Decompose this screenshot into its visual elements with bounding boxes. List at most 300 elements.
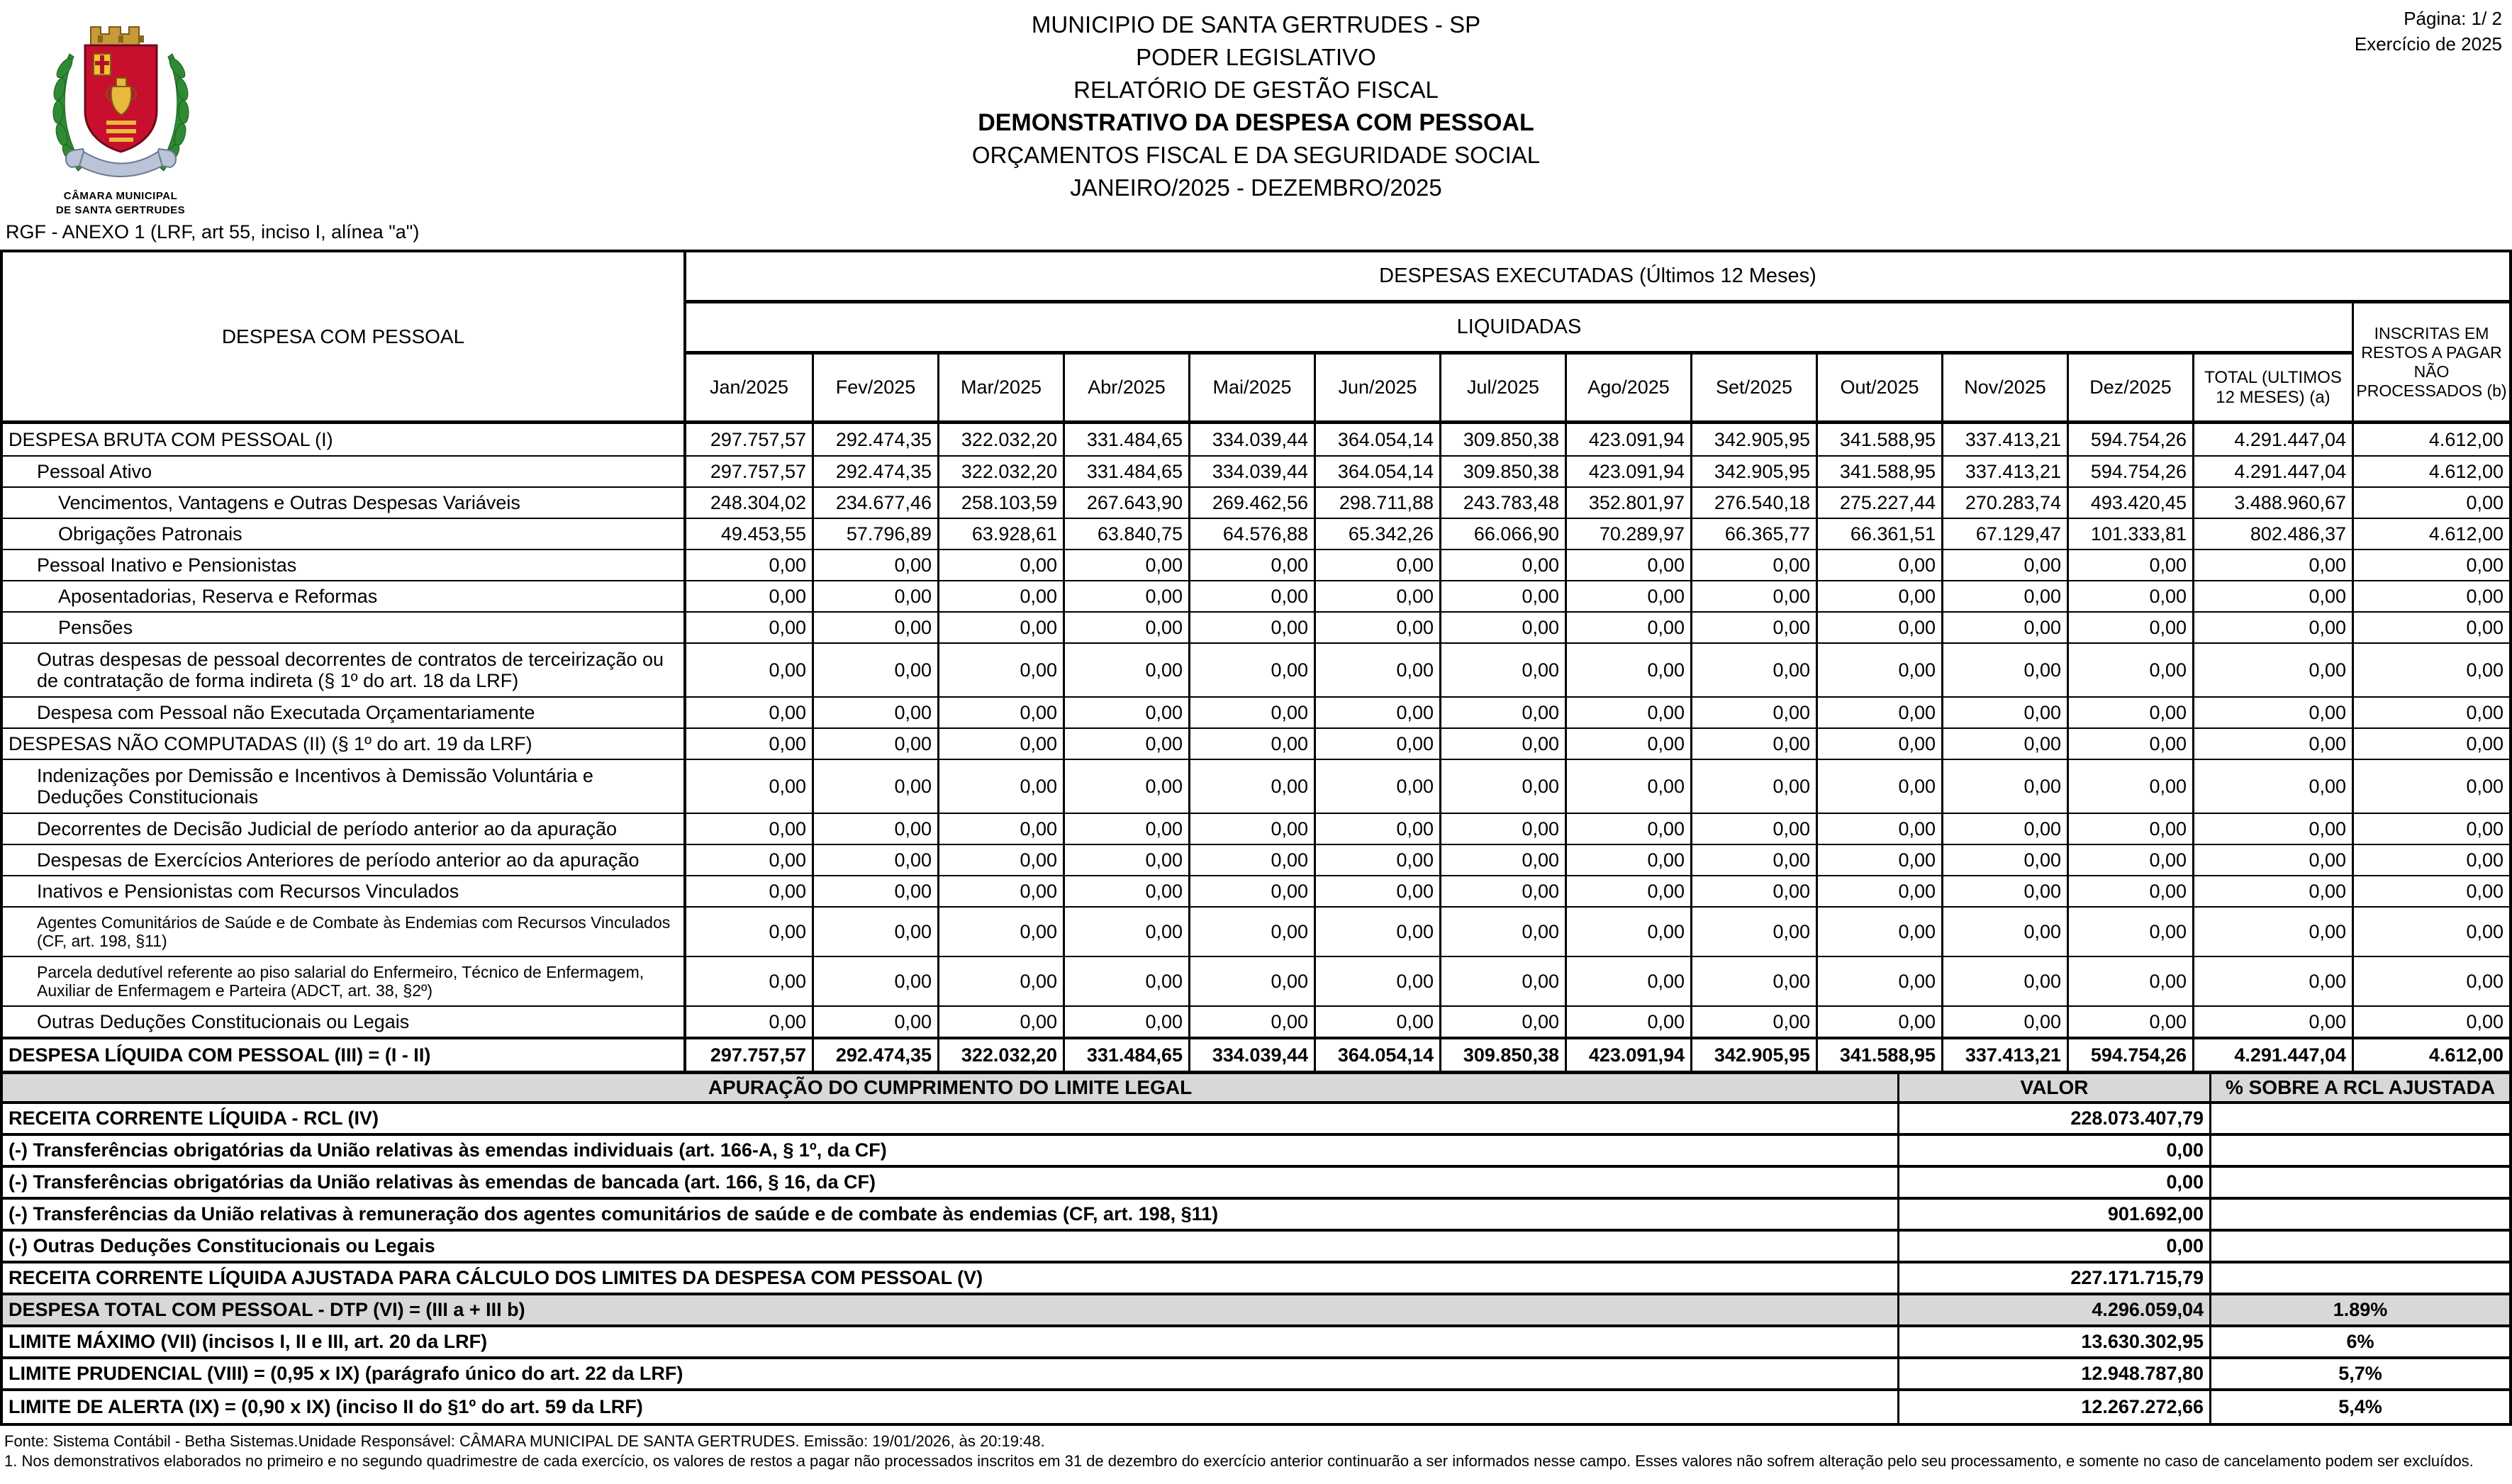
title-poder: PODER LEGISLATIVO bbox=[1136, 44, 1376, 70]
row-month-value: 0,00 bbox=[1314, 760, 1439, 813]
row-month-value: 364.054,14 bbox=[1314, 457, 1439, 486]
row-month-value: 66.066,90 bbox=[1439, 519, 1565, 549]
liquidadas-header: LIQUIDADAS bbox=[686, 303, 2352, 355]
row-total-value: 3.488.960,67 bbox=[2192, 488, 2352, 518]
row-month-value: 0,00 bbox=[2067, 845, 2192, 875]
row-month-value: 0,00 bbox=[1565, 876, 1690, 906]
row-month-value: 0,00 bbox=[937, 1007, 1063, 1037]
row-month-value: 0,00 bbox=[1690, 729, 1816, 759]
row-month-value: 0,00 bbox=[1690, 957, 1816, 1005]
row-month-value: 0,00 bbox=[1314, 581, 1439, 611]
row-month-value: 0,00 bbox=[937, 845, 1063, 875]
row-month-value: 0,00 bbox=[1439, 1007, 1565, 1037]
row-month-value: 0,00 bbox=[1690, 1007, 1816, 1037]
limits-row-pct bbox=[2209, 1104, 2509, 1133]
row-month-value: 0,00 bbox=[1314, 644, 1439, 696]
row-month-value: 0,00 bbox=[1816, 550, 1941, 580]
table-row bbox=[3, 580, 2509, 611]
table-row bbox=[3, 611, 2509, 642]
limits-row bbox=[3, 1295, 2509, 1327]
row-month-value: 0,00 bbox=[1314, 876, 1439, 906]
row-month-value: 322.032,20 bbox=[937, 424, 1063, 455]
month-header: Out/2025 bbox=[1816, 355, 1941, 420]
row-total-value: 0,00 bbox=[2192, 613, 2352, 642]
title-periodo: JANEIRO/2025 - DEZEMBRO/2025 bbox=[1070, 174, 1442, 201]
limits-row-label: DESPESA TOTAL COM PESSOAL - DTP (VI) = (III a + III b) bbox=[9, 1299, 525, 1320]
row-month-value: 0,00 bbox=[937, 644, 1063, 696]
row-month-value: 341.588,95 bbox=[1816, 1039, 1941, 1071]
title-municipio: MUNICIPIO DE SANTA GERTRUDES - SP bbox=[1031, 11, 1481, 38]
row-month-value: 0,00 bbox=[2067, 814, 2192, 844]
table-body bbox=[3, 424, 2509, 1071]
row-month-value: 0,00 bbox=[812, 698, 937, 727]
row-restos-value: 0,00 bbox=[2352, 644, 2509, 696]
page-number: Página: 1/ 2 bbox=[2404, 8, 2502, 29]
row-month-value: 0,00 bbox=[1816, 613, 1941, 642]
row-month-value: 258.103,59 bbox=[937, 488, 1063, 518]
row-month-value: 0,00 bbox=[1565, 550, 1690, 580]
row-month-value: 0,00 bbox=[1690, 760, 1816, 813]
despesa-pessoal-table bbox=[0, 250, 2512, 1074]
row-month-value: 0,00 bbox=[2067, 613, 2192, 642]
row-month-value: 0,00 bbox=[1690, 644, 1816, 696]
row-month-value: 0,00 bbox=[2067, 876, 2192, 906]
row-month-value: 341.588,95 bbox=[1816, 424, 1941, 455]
corner-header: DESPESA COM PESSOAL bbox=[221, 325, 465, 347]
row-restos-value: 4.612,00 bbox=[2352, 457, 2509, 486]
row-month-value: 0,00 bbox=[683, 729, 812, 759]
row-month-value: 0,00 bbox=[1816, 644, 1941, 696]
limits-row-label: (-) Transferências da União relativas à remuneração dos agentes comunitários de saúde e de combate às endemias (CF, art. 198, §11) bbox=[9, 1203, 1219, 1224]
row-month-value: 309.850,38 bbox=[1439, 424, 1565, 455]
limits-row bbox=[3, 1200, 2509, 1232]
row-month-value: 0,00 bbox=[1439, 876, 1565, 906]
row-month-value: 0,00 bbox=[2067, 760, 2192, 813]
row-month-value: 0,00 bbox=[1816, 581, 1941, 611]
row-restos-value: 4.612,00 bbox=[2352, 424, 2509, 455]
row-label: DESPESA LÍQUIDA COM PESSOAL (III) = (I - II) bbox=[9, 1044, 431, 1066]
row-restos-value: 0,00 bbox=[2352, 698, 2509, 727]
row-month-value: 0,00 bbox=[1439, 613, 1565, 642]
row-month-value: 0,00 bbox=[1063, 876, 1188, 906]
fonte-line: Fonte: Sistema Contábil - Betha Sistemas.Unidade Responsável: CÂMARA MUNICIPAL DE SANTA GERTRUDES. Emissão: 19/01/2026, às 20:19:48. bbox=[4, 1432, 1045, 1450]
limits-row-pct bbox=[2209, 1136, 2509, 1165]
row-label: Despesas de Exercícios Anteriores de período anterior ao da apuração bbox=[37, 849, 640, 871]
row-total-value: 0,00 bbox=[2192, 729, 2352, 759]
limits-section-header: APURAÇÃO DO CUMPRIMENTO DO LIMITE LEGAL bbox=[708, 1076, 1193, 1098]
row-month-value: 0,00 bbox=[683, 908, 812, 956]
limits-row bbox=[3, 1104, 2509, 1136]
table-row bbox=[3, 956, 2509, 1005]
row-month-value: 594.754,26 bbox=[2067, 424, 2192, 455]
row-month-value: 0,00 bbox=[2067, 908, 2192, 956]
row-month-value: 337.413,21 bbox=[1941, 424, 2067, 455]
row-month-value: 0,00 bbox=[1188, 814, 1314, 844]
row-month-value: 0,00 bbox=[1063, 908, 1188, 956]
row-month-value: 322.032,20 bbox=[937, 1039, 1063, 1071]
row-month-value: 0,00 bbox=[1816, 814, 1941, 844]
row-restos-value: 0,00 bbox=[2352, 814, 2509, 844]
row-month-value: 0,00 bbox=[1941, 760, 2067, 813]
row-restos-value: 0,00 bbox=[2352, 729, 2509, 759]
table-row bbox=[3, 1037, 2509, 1071]
report-header bbox=[0, 0, 2512, 220]
row-month-value: 0,00 bbox=[1565, 760, 1690, 813]
title-relatorio: RELATÓRIO DE GESTÃO FISCAL bbox=[1073, 77, 1439, 103]
row-month-value: 0,00 bbox=[1439, 581, 1565, 611]
row-label: Obrigações Patronais bbox=[58, 523, 242, 545]
row-month-value: 423.091,94 bbox=[1565, 424, 1690, 455]
row-month-value: 0,00 bbox=[1439, 760, 1565, 813]
row-month-value: 0,00 bbox=[1941, 908, 2067, 956]
row-month-value: 0,00 bbox=[1439, 698, 1565, 727]
row-month-value: 342.905,95 bbox=[1690, 424, 1816, 455]
row-total-value: 4.291.447,04 bbox=[2192, 457, 2352, 486]
row-month-value: 101.333,81 bbox=[2067, 519, 2192, 549]
limits-row-label: (-) Outras Deduções Constitucionais ou Legais bbox=[9, 1235, 435, 1256]
row-month-value: 0,00 bbox=[1565, 613, 1690, 642]
month-header: Fev/2025 bbox=[812, 355, 937, 420]
row-label: Inativos e Pensionistas com Recursos Vinculados bbox=[37, 881, 459, 902]
row-month-value: 0,00 bbox=[812, 581, 937, 611]
row-month-value: 0,00 bbox=[683, 957, 812, 1005]
row-month-value: 0,00 bbox=[1439, 550, 1565, 580]
row-month-value: 0,00 bbox=[812, 1007, 937, 1037]
row-month-value: 0,00 bbox=[1439, 957, 1565, 1005]
row-month-value: 0,00 bbox=[1941, 613, 2067, 642]
row-month-value: 0,00 bbox=[937, 876, 1063, 906]
row-restos-value: 0,00 bbox=[2352, 760, 2509, 813]
row-month-value: 0,00 bbox=[812, 644, 937, 696]
row-month-value: 0,00 bbox=[1188, 1007, 1314, 1037]
row-month-value: 337.413,21 bbox=[1941, 1039, 2067, 1071]
limits-row bbox=[3, 1263, 2509, 1295]
row-month-value: 0,00 bbox=[1188, 550, 1314, 580]
row-month-value: 0,00 bbox=[812, 957, 937, 1005]
row-month-value: 0,00 bbox=[1941, 845, 2067, 875]
row-month-value: 0,00 bbox=[812, 908, 937, 956]
executed-header-group bbox=[683, 252, 2509, 420]
row-month-value: 341.588,95 bbox=[1816, 457, 1941, 486]
row-total-value: 0,00 bbox=[2192, 957, 2352, 1005]
row-month-value: 0,00 bbox=[1188, 698, 1314, 727]
limits-row-valor: 0,00 bbox=[1897, 1136, 2209, 1165]
row-month-value: 594.754,26 bbox=[2067, 1039, 2192, 1071]
row-month-value: 0,00 bbox=[1314, 1007, 1439, 1037]
limits-body bbox=[3, 1104, 2509, 1423]
row-month-value: 276.540,18 bbox=[1690, 488, 1816, 518]
row-month-value: 63.928,61 bbox=[937, 519, 1063, 549]
row-month-value: 0,00 bbox=[1439, 729, 1565, 759]
table-row bbox=[3, 813, 2509, 844]
row-month-value: 0,00 bbox=[812, 814, 937, 844]
row-month-value: 0,00 bbox=[937, 698, 1063, 727]
row-month-value: 0,00 bbox=[1941, 957, 2067, 1005]
limits-row bbox=[3, 1136, 2509, 1168]
row-month-value: 269.462,56 bbox=[1188, 488, 1314, 518]
row-month-value: 297.757,57 bbox=[683, 424, 812, 455]
row-month-value: 0,00 bbox=[1439, 908, 1565, 956]
row-month-value: 275.227,44 bbox=[1816, 488, 1941, 518]
row-month-value: 0,00 bbox=[1188, 581, 1314, 611]
coat-of-arms-icon bbox=[41, 4, 201, 185]
row-month-value: 297.757,57 bbox=[683, 1039, 812, 1071]
row-label: DESPESAS NÃO COMPUTADAS (II) (§ 1º do art. 19 da LRF) bbox=[9, 733, 532, 754]
limits-row-valor: 227.171.715,79 bbox=[1897, 1263, 2209, 1293]
table-row bbox=[3, 906, 2509, 956]
row-month-value: 334.039,44 bbox=[1188, 1039, 1314, 1071]
limits-row-label: LIMITE DE ALERTA (IX) = (0,90 x IX) (inciso II do §1º do art. 59 da LRF) bbox=[9, 1396, 643, 1417]
row-month-value: 0,00 bbox=[1690, 550, 1816, 580]
table-row bbox=[3, 727, 2509, 759]
row-month-value: 0,00 bbox=[683, 1007, 812, 1037]
row-month-value: 0,00 bbox=[1188, 845, 1314, 875]
row-month-value: 0,00 bbox=[1941, 644, 2067, 696]
month-header: Dez/2025 bbox=[2067, 355, 2192, 420]
row-restos-value: 0,00 bbox=[2352, 581, 2509, 611]
row-month-value: 309.850,38 bbox=[1439, 1039, 1565, 1071]
row-label: Agentes Comunitários de Saúde e de Combate às Endemias com Recursos Vinculados (CF, art. 198, §11) bbox=[37, 913, 671, 950]
row-month-value: 0,00 bbox=[1690, 908, 1816, 956]
row-month-value: 0,00 bbox=[1314, 845, 1439, 875]
row-month-value: 64.576,88 bbox=[1188, 519, 1314, 549]
row-label: Outras despesas de pessoal decorrentes de contratos de terceirização ou de contratação de forma indireta (§ 1º do art. 18 da LRF) bbox=[37, 649, 664, 691]
table-row bbox=[3, 455, 2509, 486]
row-month-value: 334.039,44 bbox=[1188, 457, 1314, 486]
table-row bbox=[3, 759, 2509, 813]
limits-row-valor: 12.267.272,66 bbox=[1897, 1391, 2209, 1423]
row-month-value: 0,00 bbox=[812, 760, 937, 813]
limits-row bbox=[3, 1232, 2509, 1263]
row-month-value: 70.289,97 bbox=[1565, 519, 1690, 549]
row-month-value: 0,00 bbox=[937, 729, 1063, 759]
row-month-value: 49.453,55 bbox=[683, 519, 812, 549]
title-demonstrativo: DEMONSTRATIVO DA DESPESA COM PESSOAL bbox=[978, 109, 1534, 136]
row-month-value: 0,00 bbox=[1063, 845, 1188, 875]
row-month-value: 0,00 bbox=[1063, 760, 1188, 813]
row-month-value: 0,00 bbox=[1188, 908, 1314, 956]
limits-row-label: RECEITA CORRENTE LÍQUIDA - RCL (IV) bbox=[9, 1108, 379, 1129]
month-header-row bbox=[686, 355, 2352, 420]
limits-row-label: (-) Transferências obrigatórias da União relativas às emendas de bancada (art. 166, § 16, da CF) bbox=[9, 1171, 876, 1193]
row-month-value: 0,00 bbox=[1063, 613, 1188, 642]
row-month-value: 248.304,02 bbox=[683, 488, 812, 518]
row-month-value: 0,00 bbox=[1188, 876, 1314, 906]
row-month-value: 0,00 bbox=[1314, 613, 1439, 642]
limits-row-valor: 901.692,00 bbox=[1897, 1200, 2209, 1229]
row-month-value: 493.420,45 bbox=[2067, 488, 2192, 518]
row-month-value: 0,00 bbox=[1816, 1007, 1941, 1037]
table-row bbox=[3, 642, 2509, 696]
row-month-value: 297.757,57 bbox=[683, 457, 812, 486]
row-month-value: 63.840,75 bbox=[1063, 519, 1188, 549]
row-month-value: 234.677,46 bbox=[812, 488, 937, 518]
row-month-value: 0,00 bbox=[1063, 644, 1188, 696]
row-month-value: 0,00 bbox=[1565, 957, 1690, 1005]
row-month-value: 0,00 bbox=[937, 908, 1063, 956]
row-month-value: 0,00 bbox=[683, 613, 812, 642]
liquidadas-months bbox=[686, 303, 2352, 420]
table-row bbox=[3, 875, 2509, 906]
row-month-value: 0,00 bbox=[2067, 698, 2192, 727]
row-month-value: 0,00 bbox=[1690, 698, 1816, 727]
row-month-value: 67.129,47 bbox=[1941, 519, 2067, 549]
row-month-value: 0,00 bbox=[937, 957, 1063, 1005]
row-total-value: 0,00 bbox=[2192, 581, 2352, 611]
row-month-value: 292.474,35 bbox=[812, 424, 937, 455]
row-month-value: 0,00 bbox=[1565, 908, 1690, 956]
row-month-value: 0,00 bbox=[1188, 613, 1314, 642]
row-month-value: 0,00 bbox=[2067, 550, 2192, 580]
note-1: 1. Nos demonstrativos elaborados no primeiro e no segundo quadrimestre de cada exercício, os valores de restos a pagar não processados inscritos em 31 de dezembro do exercício anterior continuarão a ser informados nesse campo. Esses valores não sofrem alteração pelo seu processamento, e somente no caso de cancelamento podem ser excluídos. bbox=[4, 1452, 2474, 1470]
row-month-value: 298.711,88 bbox=[1314, 488, 1439, 518]
row-month-value: 0,00 bbox=[1816, 908, 1941, 956]
row-month-value: 267.643,90 bbox=[1063, 488, 1188, 518]
row-month-value: 0,00 bbox=[937, 613, 1063, 642]
row-restos-value: 0,00 bbox=[2352, 957, 2509, 1005]
row-month-value: 0,00 bbox=[1941, 814, 2067, 844]
row-month-value: 0,00 bbox=[1690, 876, 1816, 906]
row-month-value: 594.754,26 bbox=[2067, 457, 2192, 486]
month-header: Mar/2025 bbox=[937, 355, 1063, 420]
row-month-value: 342.905,95 bbox=[1690, 457, 1816, 486]
row-month-value: 0,00 bbox=[683, 814, 812, 844]
limits-row-pct: 1.89% bbox=[2209, 1295, 2509, 1324]
limits-row bbox=[3, 1359, 2509, 1391]
row-month-value: 0,00 bbox=[2067, 644, 2192, 696]
logo-caption-line1: CÂMARA MUNICIPAL bbox=[63, 190, 178, 202]
table-row bbox=[3, 549, 2509, 580]
table-row bbox=[3, 424, 2509, 455]
row-total-value: 0,00 bbox=[2192, 845, 2352, 875]
row-month-value: 0,00 bbox=[683, 698, 812, 727]
row-month-value: 0,00 bbox=[1565, 644, 1690, 696]
row-month-value: 0,00 bbox=[1314, 729, 1439, 759]
row-month-value: 337.413,21 bbox=[1941, 457, 2067, 486]
row-restos-value: 0,00 bbox=[2352, 613, 2509, 642]
row-month-value: 0,00 bbox=[1063, 729, 1188, 759]
table-row bbox=[3, 1005, 2509, 1037]
row-month-value: 270.283,74 bbox=[1941, 488, 2067, 518]
row-total-value: 4.291.447,04 bbox=[2192, 1039, 2352, 1071]
row-total-value: 802.486,37 bbox=[2192, 519, 2352, 549]
row-month-value: 0,00 bbox=[2067, 729, 2192, 759]
limits-row-pct bbox=[2209, 1263, 2509, 1293]
row-month-value: 0,00 bbox=[683, 550, 812, 580]
limits-row-valor: 0,00 bbox=[1897, 1168, 2209, 1197]
month-header: Nov/2025 bbox=[1941, 355, 2067, 420]
row-month-value: 423.091,94 bbox=[1565, 1039, 1690, 1071]
row-month-value: 0,00 bbox=[937, 581, 1063, 611]
row-month-value: 0,00 bbox=[1565, 581, 1690, 611]
title-orcamentos: ORÇAMENTOS FISCAL E DA SEGURIDADE SOCIAL bbox=[971, 142, 1541, 168]
table-row bbox=[3, 696, 2509, 727]
row-month-value: 0,00 bbox=[1063, 814, 1188, 844]
executed-header: DESPESAS EXECUTADAS (Últimos 12 Meses) bbox=[686, 252, 2509, 303]
limits-row bbox=[3, 1391, 2509, 1423]
row-month-value: 0,00 bbox=[683, 876, 812, 906]
row-month-value: 331.484,65 bbox=[1063, 1039, 1188, 1071]
row-month-value: 0,00 bbox=[2067, 957, 2192, 1005]
logo-caption-line2: DE SANTA GERTRUDES bbox=[55, 204, 186, 216]
row-month-value: 0,00 bbox=[1063, 698, 1188, 727]
row-month-value: 0,00 bbox=[1690, 845, 1816, 875]
row-month-value: 0,00 bbox=[1565, 814, 1690, 844]
table-row bbox=[3, 486, 2509, 518]
row-month-value: 0,00 bbox=[1941, 698, 2067, 727]
anexo-label: RGF - ANEXO 1 (LRF, art 55, inciso I, alínea "a") bbox=[6, 221, 420, 242]
limits-section bbox=[0, 1074, 2512, 1426]
row-month-value: 0,00 bbox=[1941, 876, 2067, 906]
row-month-value: 342.905,95 bbox=[1690, 1039, 1816, 1071]
month-header: Mai/2025 bbox=[1188, 355, 1314, 420]
row-month-value: 0,00 bbox=[1941, 581, 2067, 611]
limits-header-row bbox=[3, 1074, 2509, 1104]
row-month-value: 0,00 bbox=[683, 644, 812, 696]
row-month-value: 0,00 bbox=[1188, 957, 1314, 1005]
row-label: Vencimentos, Vantagens e Outras Despesas Variáveis bbox=[58, 492, 520, 513]
row-month-value: 0,00 bbox=[1439, 644, 1565, 696]
row-label: Aposentadorias, Reserva e Reformas bbox=[58, 586, 378, 607]
row-month-value: 0,00 bbox=[1816, 845, 1941, 875]
row-month-value: 0,00 bbox=[1816, 698, 1941, 727]
row-restos-value: 4.612,00 bbox=[2352, 1039, 2509, 1071]
row-total-value: 0,00 bbox=[2192, 698, 2352, 727]
month-header: Jan/2025 bbox=[709, 376, 789, 398]
row-month-value: 331.484,65 bbox=[1063, 424, 1188, 455]
row-total-value: 0,00 bbox=[2192, 908, 2352, 956]
municipal-coat-of-arms bbox=[39, 4, 202, 217]
limits-row-valor: 0,00 bbox=[1897, 1232, 2209, 1261]
row-month-value: 0,00 bbox=[1063, 581, 1188, 611]
row-restos-value: 0,00 bbox=[2352, 550, 2509, 580]
row-month-value: 0,00 bbox=[812, 876, 937, 906]
row-month-value: 0,00 bbox=[1188, 760, 1314, 813]
row-month-value: 0,00 bbox=[1314, 698, 1439, 727]
row-month-value: 0,00 bbox=[1816, 729, 1941, 759]
row-month-value: 0,00 bbox=[1816, 760, 1941, 813]
row-restos-value: 0,00 bbox=[2352, 876, 2509, 906]
limits-row-label: RECEITA CORRENTE LÍQUIDA AJUSTADA PARA CÁLCULO DOS LIMITES DA DESPESA COM PESSOAL (V) bbox=[9, 1267, 983, 1288]
row-month-value: 0,00 bbox=[1565, 729, 1690, 759]
row-label: Outras Deduções Constitucionais ou Legais bbox=[37, 1011, 410, 1032]
row-total-value: 0,00 bbox=[2192, 814, 2352, 844]
row-total-value: 4.291.447,04 bbox=[2192, 424, 2352, 455]
row-month-value: 0,00 bbox=[1816, 957, 1941, 1005]
limits-row-pct bbox=[2209, 1200, 2509, 1229]
row-month-value: 0,00 bbox=[1941, 729, 2067, 759]
row-month-value: 0,00 bbox=[1690, 814, 1816, 844]
limits-row-pct: 6% bbox=[2209, 1327, 2509, 1356]
restos-header: INSCRITAS EM RESTOS A PAGAR NÃO PROCESSADOS (b) bbox=[2352, 303, 2509, 420]
row-label: DESPESA BRUTA COM PESSOAL (I) bbox=[9, 429, 333, 450]
exercise-year: Exercício de 2025 bbox=[2354, 33, 2502, 55]
row-month-value: 57.796,89 bbox=[812, 519, 937, 549]
row-month-value: 0,00 bbox=[1063, 550, 1188, 580]
row-month-value: 0,00 bbox=[1439, 814, 1565, 844]
row-month-value: 0,00 bbox=[937, 760, 1063, 813]
row-month-value: 0,00 bbox=[1314, 550, 1439, 580]
limits-row-label: LIMITE MÁXIMO (VII) (incisos I, II e III, art. 20 da LRF) bbox=[9, 1331, 488, 1352]
page-info bbox=[2355, 6, 2502, 57]
row-restos-value: 0,00 bbox=[2352, 488, 2509, 518]
row-label: Indenizações por Demissão e Incentivos à Demissão Voluntária e Deduções Constitucionais bbox=[37, 765, 593, 808]
row-month-value: 309.850,38 bbox=[1439, 457, 1565, 486]
row-month-value: 292.474,35 bbox=[812, 457, 937, 486]
row-month-value: 0,00 bbox=[812, 845, 937, 875]
row-month-value: 0,00 bbox=[937, 550, 1063, 580]
row-month-value: 0,00 bbox=[683, 581, 812, 611]
